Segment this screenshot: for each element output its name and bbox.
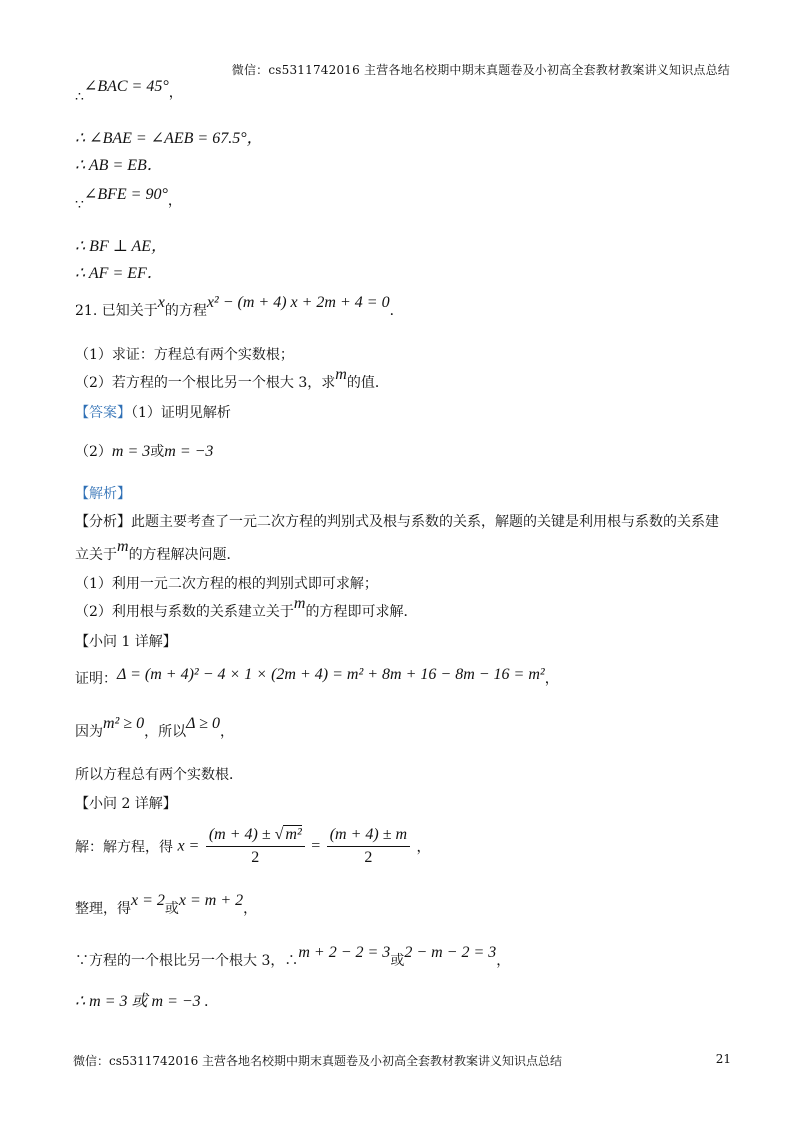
answer-text: （1）证明见解析 — [131, 405, 231, 421]
punctuation: ， — [243, 901, 258, 917]
math-variable: x — [157, 294, 165, 311]
math-expression: Δ ≥ 0 — [186, 715, 221, 732]
solution-text: ，所以 — [144, 724, 187, 740]
math-expression: ∴ ∠BAE = ∠AEB = 67.5°， — [75, 130, 263, 147]
answer-text: （2） — [75, 444, 112, 460]
math-expression: x = 2 — [131, 892, 165, 909]
subquestion-heading: 【小问 2 详解】 — [75, 796, 177, 812]
punctuation: ， — [496, 953, 511, 969]
step-line — [75, 78, 183, 105]
question-part: （1）求证：方程总有两个实数根； — [75, 347, 294, 363]
step-line — [75, 157, 163, 175]
punctuation: ， — [220, 724, 235, 740]
because-symbol: ∵ — [75, 197, 84, 213]
analysis-text: 立关于 — [75, 547, 117, 563]
math-expression: ∴ AF = EF． — [75, 265, 163, 282]
math-variable: m — [335, 366, 347, 383]
math-expression: x = — [177, 837, 200, 855]
math-expression: m = 3 — [111, 443, 151, 460]
analysis-text: （2）利用根与系数的关系建立关于 — [75, 604, 294, 620]
solution-line — [75, 944, 511, 970]
math-expression: ∠BAC = 45° — [83, 78, 169, 95]
punctuation: ， — [168, 85, 183, 101]
answer-text: 或 — [150, 444, 165, 460]
solution-text: 因为 — [75, 724, 103, 740]
page-footer: 微信：cs5311742016 主营各地名校期中期末真题卷及小初高全套教材教案讲义知识点总结 — [73, 1054, 563, 1068]
step-line — [75, 186, 182, 213]
page-number: 21 — [715, 1052, 731, 1066]
step-line — [75, 130, 263, 148]
solution-line — [75, 892, 258, 918]
step-line — [75, 265, 163, 283]
solution-line — [75, 826, 430, 867]
question-part — [75, 366, 389, 392]
analysis-line — [75, 538, 241, 564]
step-line — [75, 238, 167, 256]
math-expression: ∴ m = 3 或 m = −3 . — [75, 993, 209, 1010]
math-expression: = — [311, 837, 321, 855]
math-expression: (m + 4) ± — [208, 826, 275, 843]
solution-text: 整理，得 — [75, 901, 131, 917]
answer-line — [75, 443, 213, 461]
fraction — [327, 826, 410, 867]
solution-text: 解：解方程，得 — [75, 839, 173, 856]
analysis-text: 的方程解决问题． — [128, 547, 241, 563]
question-text: 的方程 — [164, 303, 207, 319]
math-expression: ∴ BF ⊥ AE， — [75, 238, 168, 255]
question-stem — [75, 294, 404, 320]
math-expression: x² − (m + 4) x + 2m + 4 = 0 — [206, 294, 390, 311]
fraction-numerator: (m + 4) ± m — [327, 826, 410, 847]
solution-text: 证明： — [75, 671, 117, 687]
subquestion-heading: 【小问 1 详解】 — [75, 634, 177, 650]
math-variable: m — [117, 538, 129, 555]
therefore-symbol: ∴ — [75, 89, 84, 105]
solution-text: 或 — [164, 901, 179, 917]
math-expression: ∠BFE = 90° — [83, 186, 168, 203]
math-expression: x = m + 2 — [178, 892, 244, 909]
math-expression: m² ≥ 0 — [103, 715, 145, 732]
question-text: 的值． — [346, 375, 389, 391]
solution-line: 所以方程总有两个实数根． — [75, 767, 243, 783]
math-expression: 2 − m − 2 = 3 — [404, 944, 497, 961]
page-header: 微信：cs5311742016 主营各地名校期中期末真题卷及小初高全套教材教案讲义知识点总结 — [231, 63, 730, 77]
fraction — [206, 826, 305, 867]
solution-text: ∵方程的一个根比另一个根大 3，∴ — [75, 953, 299, 969]
question-text: （2）若方程的一个根比另一个根大 3，求 — [75, 375, 336, 391]
question-number: 21. 已知关于 — [75, 303, 158, 319]
analysis-tag — [75, 485, 131, 503]
math-expression: ∴ AB = EB． — [75, 157, 163, 174]
solution-line — [75, 993, 209, 1011]
fraction-numerator: (m + 4) ± √ m² — [206, 826, 305, 847]
math-variable: m — [293, 595, 306, 612]
analysis-line: （1）利用一元二次方程的根的判别式即可求解； — [75, 576, 378, 592]
math-expression: m + 2 − 2 = 3 — [298, 944, 391, 961]
fraction-denominator: 2 — [251, 849, 260, 866]
punctuation: ． — [389, 303, 404, 319]
punctuation: ， — [416, 839, 431, 856]
punctuation: ， — [544, 671, 559, 687]
answer-line — [75, 404, 231, 422]
analysis-line: 【分析】此题主要考查了一元二次方程的判别式及根与系数的关系，解题的关键是利用根与系数的关系建 — [75, 514, 719, 530]
analysis-label: 【解析】 — [75, 486, 131, 502]
solution-line — [75, 715, 235, 741]
solution-line — [75, 666, 559, 688]
analysis-text: 的方程即可求解． — [305, 604, 418, 620]
fraction-denominator: 2 — [364, 849, 373, 866]
math-expression: Δ = (m + 4)² − 4 × 1 × (2m + 4) = m² + 8m + 16 − 8m − 16 = m² — [117, 666, 545, 683]
math-expression: m = −3 — [164, 443, 214, 460]
punctuation: ， — [167, 193, 182, 209]
answer-tag: 【答案】 — [75, 405, 131, 421]
analysis-line — [75, 595, 418, 621]
solution-text: 或 — [390, 953, 405, 969]
sqrt-radicand: m² — [285, 826, 302, 843]
